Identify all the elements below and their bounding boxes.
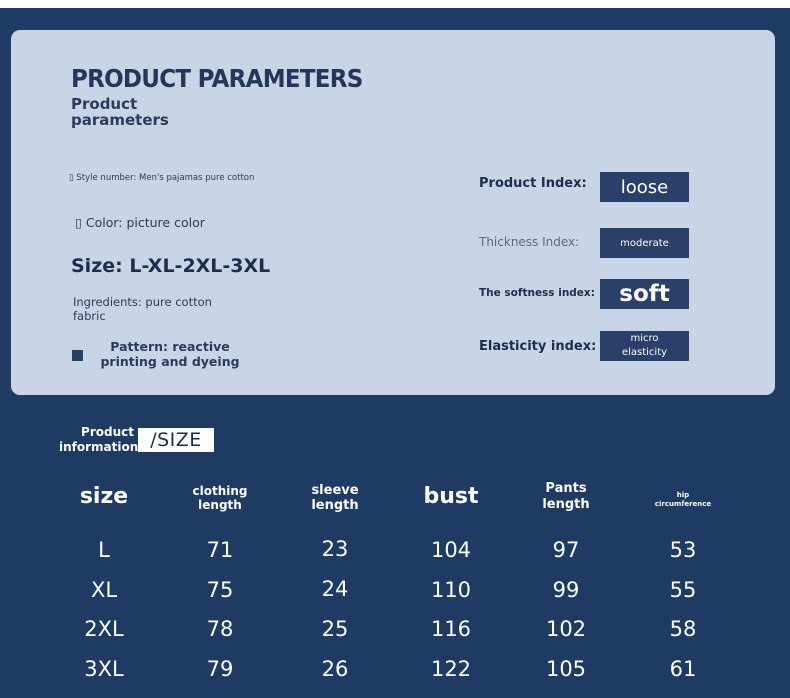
thickness-index-label: Thickness Index: xyxy=(479,235,580,249)
cell-size-xl: XL xyxy=(90,578,118,602)
product-index-label: Product Index: xyxy=(479,176,587,191)
header-bust: bust xyxy=(423,484,479,509)
cell-size-l: L xyxy=(98,538,110,562)
cell-bust: 122 xyxy=(430,657,472,681)
cell-bust: 110 xyxy=(430,578,472,602)
cell-sleeve-length: 23 xyxy=(321,537,349,561)
product-parameters-card xyxy=(11,30,775,395)
product-information-label: Product information xyxy=(59,425,139,454)
cell-hip-circumference: 55 xyxy=(669,578,697,602)
page-title: PRODUCT PARAMETERS xyxy=(71,64,363,93)
cell-clothing-length: 71 xyxy=(206,538,234,562)
thickness-index-value: moderate xyxy=(600,228,689,258)
cell-clothing-length: 78 xyxy=(206,617,234,641)
softness-index-value: soft xyxy=(600,279,689,309)
cell-bust: 116 xyxy=(430,617,472,641)
cell-sleeve-length: 24 xyxy=(321,577,349,601)
style-number: ▯ Style number: Men's pajamas pure cotton xyxy=(69,173,255,183)
pattern-info: Pattern: reactive printing and dyeing xyxy=(100,339,240,369)
cell-sleeve-length: 26 xyxy=(321,657,349,681)
cell-pants-length: 105 xyxy=(545,657,587,681)
top-strip xyxy=(0,0,790,8)
product-index-value: loose xyxy=(600,172,689,202)
header-clothing-length: clothing length xyxy=(192,484,248,512)
bullet-square-icon xyxy=(72,350,83,361)
elasticity-index-value: micro elasticity xyxy=(600,331,689,361)
header-hip-circumference: hip circumference xyxy=(654,491,712,508)
cell-hip-circumference: 61 xyxy=(669,657,697,681)
size-info: Size: L-XL-2XL-3XL xyxy=(71,255,271,277)
ingredients-info: Ingredients: pure cotton fabric xyxy=(73,295,212,323)
cell-pants-length: 102 xyxy=(545,617,587,641)
header-size: size xyxy=(79,484,129,509)
softness-index-label: The softness index: xyxy=(479,287,595,299)
cell-size-3xl: 3XL xyxy=(84,657,124,681)
cell-clothing-length: 75 xyxy=(206,578,234,602)
cell-sleeve-length: 25 xyxy=(321,617,349,641)
size-tag: /SIZE xyxy=(138,428,214,452)
cell-pants-length: 97 xyxy=(552,538,580,562)
cell-size-2xl: 2XL xyxy=(84,617,124,641)
color-info: ▯ Color: picture color xyxy=(75,215,205,230)
page-subtitle: Product parameters xyxy=(71,95,169,129)
cell-hip-circumference: 58 xyxy=(669,617,697,641)
elasticity-index-label: Elasticity index: xyxy=(479,339,597,354)
header-pants-length: Pants length xyxy=(542,481,590,512)
cell-bust: 104 xyxy=(430,538,472,562)
cell-clothing-length: 79 xyxy=(206,657,234,681)
cell-pants-length: 99 xyxy=(552,578,580,602)
cell-hip-circumference: 53 xyxy=(669,538,697,562)
header-sleeve-length: sleeve length xyxy=(311,483,359,513)
